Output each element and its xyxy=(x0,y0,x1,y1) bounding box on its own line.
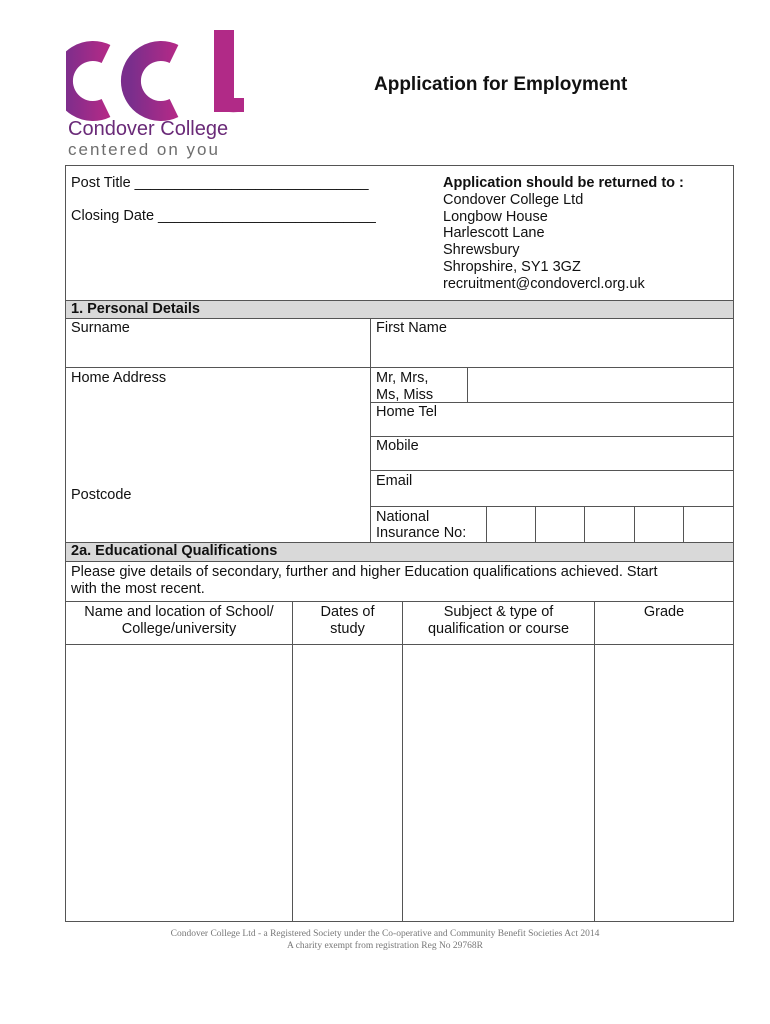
col-header-school: Name and location of School/ College/university xyxy=(84,604,274,637)
col-header-subject: Subject & type of qualification or course xyxy=(427,604,570,637)
postcode-input[interactable] xyxy=(66,505,369,542)
footer xyxy=(0,928,770,952)
education-instructions-line2: with the most recent. xyxy=(71,581,205,597)
section2a-heading: 2a. Educational Qualifications xyxy=(71,543,278,559)
postcode-label: Postcode xyxy=(71,487,132,503)
home-address-label: Home Address xyxy=(71,370,167,386)
col-header-grade: Grade xyxy=(643,604,685,620)
home-tel-label: Home Tel xyxy=(376,404,437,420)
surname-input[interactable] xyxy=(66,336,369,366)
logo-letter-c1 xyxy=(66,51,106,111)
return-email: recruitment@condovercl.org.uk xyxy=(443,276,645,292)
col-header-dates: Dates of study xyxy=(320,604,375,637)
surname-label: Surname xyxy=(71,320,130,336)
return-address-line: Shrewsbury xyxy=(443,242,520,258)
logo-brand-line: Condover College xyxy=(68,118,229,140)
return-address-line: Longbow House xyxy=(443,209,548,225)
email-input[interactable] xyxy=(450,471,733,506)
education-instructions-line1: Please give details of secondary, further and higher Education qualifications achieved. Start xyxy=(71,564,658,580)
first-name-input[interactable] xyxy=(371,336,733,366)
page-title: Application for Employment xyxy=(374,74,628,95)
return-heading: Application should be returned to : xyxy=(443,175,684,191)
title-label-line2: Ms, Miss xyxy=(376,387,434,403)
first-name-label: First Name xyxy=(376,320,447,336)
post-title-field[interactable]: Post Title _____________________________ xyxy=(71,175,369,191)
mobile-input[interactable] xyxy=(450,437,733,470)
dates-input-area[interactable] xyxy=(293,645,402,921)
return-address-line: Harlescott Lane xyxy=(443,225,545,241)
logo-tagline: centered on you xyxy=(68,140,220,159)
title-label-line1: Mr, Mrs, xyxy=(376,370,429,386)
home-address-input[interactable] xyxy=(66,388,369,484)
ni-number-boxes[interactable] xyxy=(487,507,733,542)
closing-date-field[interactable]: Closing Date ___________________________ xyxy=(71,208,376,224)
return-address-line: Shropshire, SY1 3GZ xyxy=(443,259,581,275)
email-label: Email xyxy=(376,473,413,489)
home-tel-input[interactable] xyxy=(450,403,733,436)
subject-input-area[interactable] xyxy=(403,645,594,921)
school-input-area[interactable] xyxy=(66,645,292,921)
logo-letter-c2 xyxy=(131,51,174,111)
grade-input-area[interactable] xyxy=(595,645,733,921)
section1-heading: 1. Personal Details xyxy=(71,301,200,317)
footer-line2: A charity exempt from registration Reg No 29768R xyxy=(286,941,484,951)
ni-label-line2: Insurance No: xyxy=(376,525,467,541)
ni-label-line1: National xyxy=(376,509,430,525)
footer-line1: Condover College Ltd - a Registered Society under the Co-operative and Community Benefit Societies Act 2014 xyxy=(170,929,600,939)
mobile-label: Mobile xyxy=(376,438,419,454)
title-input[interactable] xyxy=(468,368,733,402)
return-address-line: Condover College Ltd xyxy=(443,192,584,208)
